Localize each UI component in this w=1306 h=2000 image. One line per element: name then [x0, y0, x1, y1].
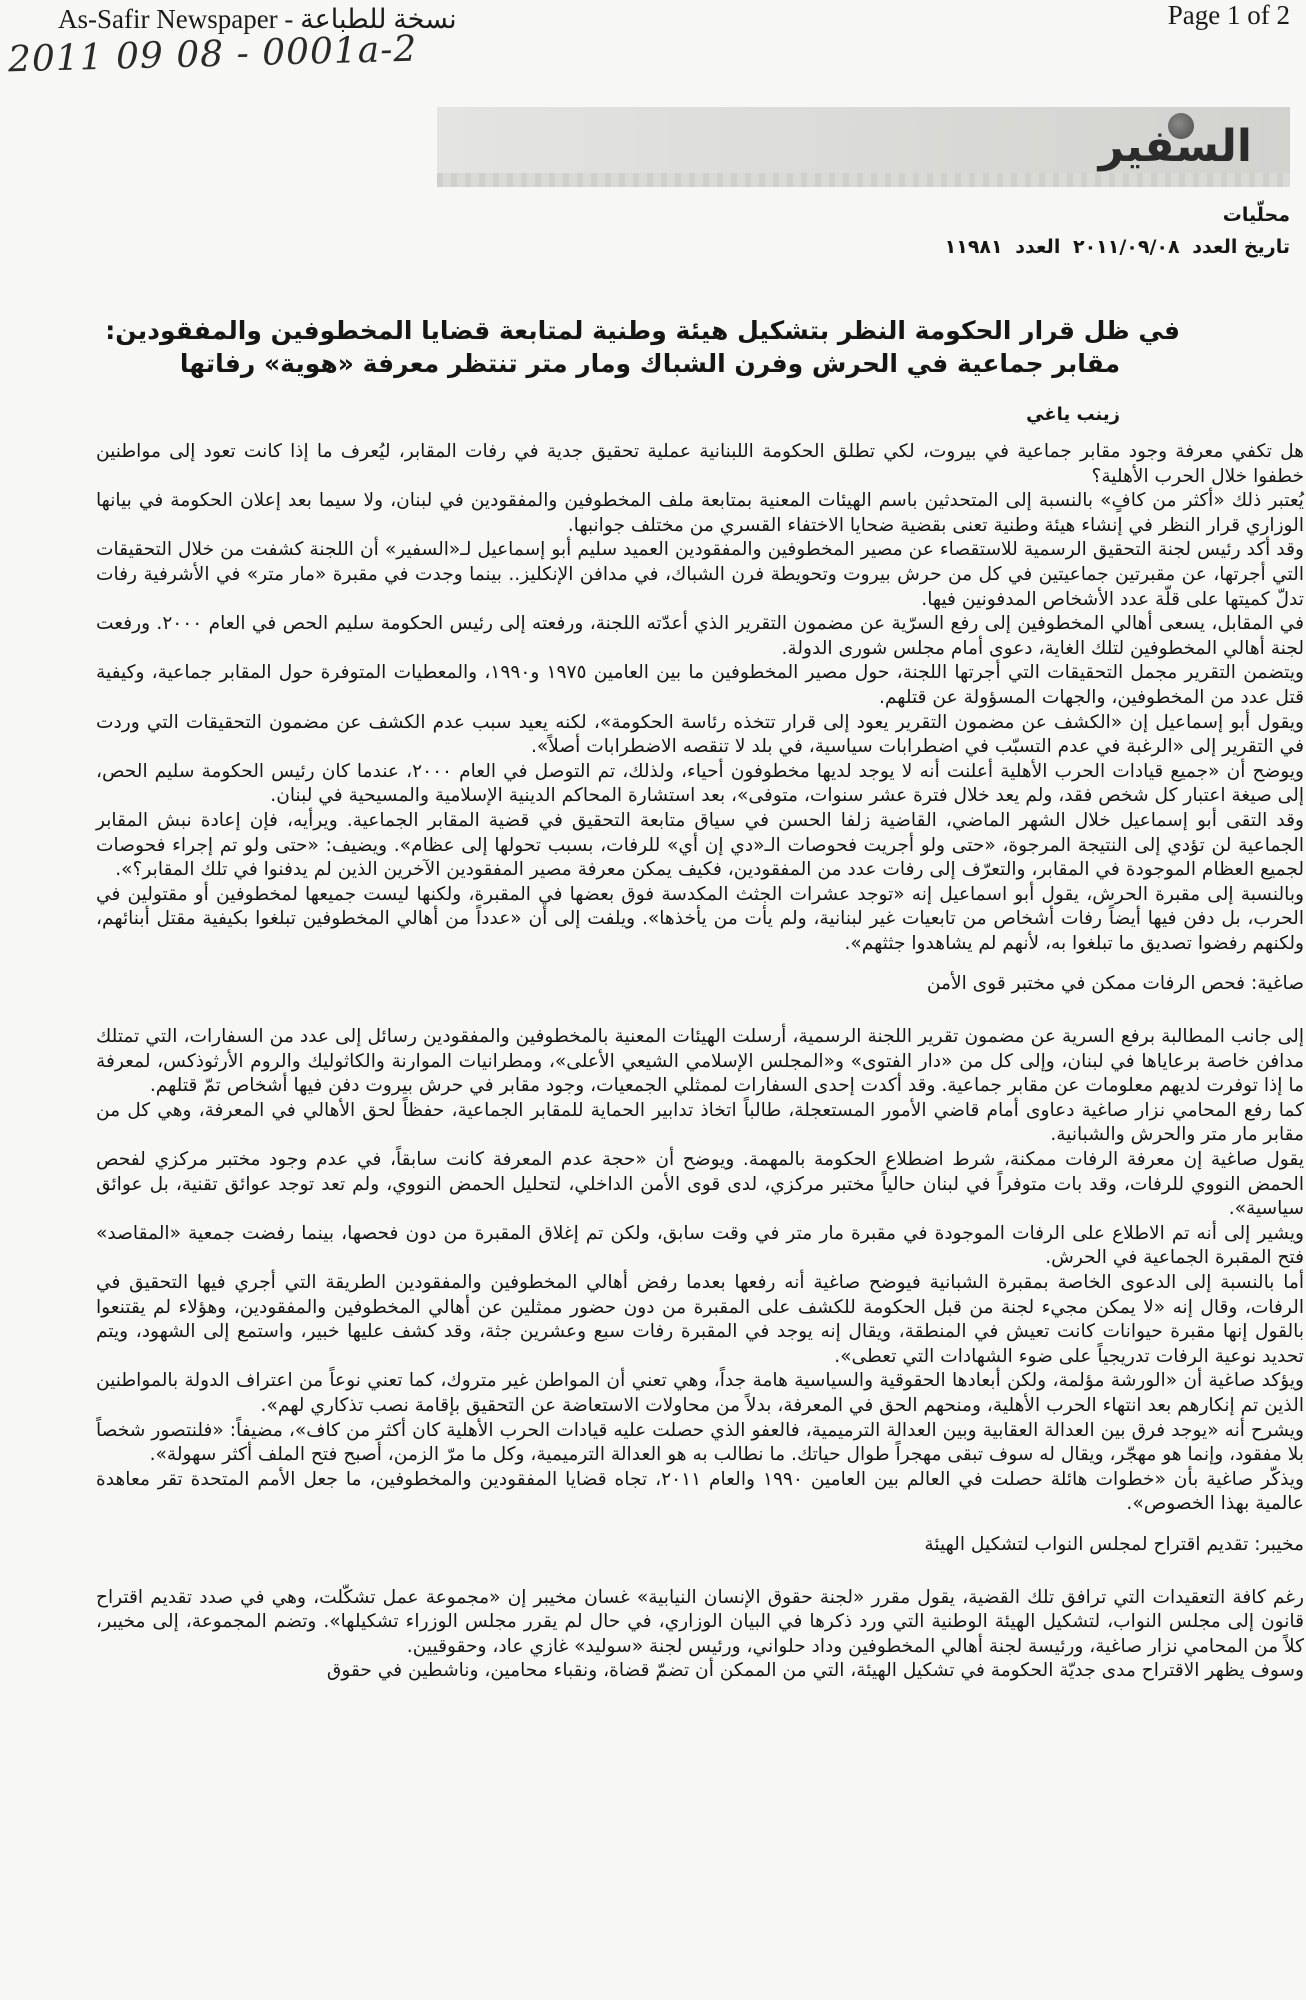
- paragraph: ويشير إلى أنه تم الاطلاع على الرفات الموجودة في مقبرة مار متر في وقت سابق، ولكن تم إغلاق المقبرة من دون فحصها، بينما رفضت جمعية «المقاصد» فتح المقبرة الجماعية في الحرش.: [96, 1222, 1304, 1269]
- paragraph: وقد التقى أبو إسماعيل خلال الشهر الماضي، القاضية زلفا الحسن في سياق متابعة التحقيق في قضية المقابر الجماعية. ويرأيه، فإن إعادة نبش المقابر الجماعية لن تؤدي إلى النتيجة المرجوة، «حتى ولو أجريت فحوصات الـ«دي إن أي» للرفات، بسبب تحولها إلى عظام». ويضيف: «حتى ولو تم إجراء فحوصات لجميع العظام الموجودة في المقابر، والتعرّف إلى رفات عدد من المفقودين، فكيف يمكن معرفة مصير المفقودين الآخرين الذين لم يدفنوا في تلك المقابر؟».: [96, 809, 1304, 881]
- paragraph: هل تكفي معرفة وجود مقابر جماعية في بيروت، لكي تطلق الحكومة اللبنانية عملية تحقيق جدية في رفات المقابر، ليُعرف ما إذا كانت تعود إلى مواطنين خطفوا خلال الحرب الأهلية؟: [96, 441, 1304, 487]
- subheading: مخيبر: تقديم اقتراح لمجلس النواب لتشكيل الهيئة: [924, 1533, 1304, 1555]
- newspaper-masthead: [437, 107, 1290, 187]
- issue-number: ١١٩٨١: [944, 236, 1003, 258]
- paragraph: في المقابل، يسعى أهالي المخطوفين إلى رفع السرّية عن مضمون التقرير الذي أعدّته اللجنة، ورفعته إلى رئيس الحكومة سليم الحص في العام ٢٠٠٠. ورفعت لجنة أهالي المخطوفين لتلك الغاية، دعوى أمام مجلس شورى الدولة.: [96, 613, 1304, 659]
- headline-line-1: في ظل قرار الحكومة النظر بتشكيل هيئة وطنية لمتابعة قضايا المخطوفين والمفقودين:: [105, 316, 1180, 345]
- paragraph: رغم كافة التعقيدات التي ترافق تلك القضية، يقول مقرر «لجنة حقوق الإنسان النيابية» غسان مخيبر إن «مجموعة عمل تشكّلت، وهي في صدد تقديم اقتراح قانون إلى مجلس النواب، لتشكيل الهيئة الوطنية التي ورد ذكرها في البيان الوزاري، في حال لم يقرر مجلس الوزراء تشكيلها». وتضم المجموعة، إلى مخيبر، كلاً من المحامي نزار صاغية، ورئيسة لجنة أهالي المخطوفين وداد حلواني، ورئيس لجنة «سوليد» غازي عاد، وحقوقيين.: [96, 1586, 1304, 1657]
- paragraph: يُعتبر ذلك «أكثر من كافٍ» بالنسبة إلى المتحدثين باسم الهيئات المعنية بمتابعة ملف المخطوفين والمفقودين في لبنان، ولا سيما بعد إعلان الحكومة في بيانها الوزاري قرار النظر في إنشاء هيئة وطنية تعنى بقضية ضحايا الاختفاء القسري من مختلف جوانبها.: [96, 490, 1304, 536]
- paragraph: وبالنسبة إلى مقبرة الحرش، يقول أبو اسماعيل إنه «توجد عشرات الجثث المكدسة فوق بعضها في المقبرة، ولكنها ليست جميعها لمخطوفين أو مقتولين في الحرب، بل دفن فيها أيضاً رفات أشخاص من تابعيات غير لبنانية، ولم يأت من يأخذها». ويلفت إلى أن «عدداً من أهالي المخطوفين تبلغوا بكيفية مقتل أبنائهم، ولكنهم رفضوا تصديق ما تبلغوا به، لأنهم لم يشاهدوا جثثهم».: [96, 883, 1304, 954]
- article-body: [96, 440, 1304, 1684]
- page-number: Page 1 of 2: [1167, 0, 1290, 30]
- paragraph: ويتضمن التقرير مجمل التحقيقات التي أجرتها اللجنة، حول مصير المخطوفين ما بين العامين ١٩٧٥ و١٩٩٠، والمعطيات المتوفرة حول المقابر جماعية، وكيفية قتل عدد من المخطوفين، والجهات المسؤولة عن قتلهم.: [96, 662, 1304, 708]
- issue-date: ٢٠١١/٠٩/٠٨: [1072, 236, 1180, 258]
- headline-line-2: مقابر جماعية في الحرش وفرن الشباك ومار متر تنتظر معرفة «هوية» رفاتها: [179, 349, 1121, 378]
- paragraph: يقول صاغية إن معرفة الرفات ممكنة، شرط اضطلاع الحكومة بالمهمة. ويوضح أن «حجة عدم المعرفة كانت سابقاً، في عدم وجود مختبر مركزي لفحص الحمض النووي للرفات، وقد بات متوفراً في لبنان حالياً مختبر مركزي، لدى قوى الأمن الداخلي، لتحليل الحمض النووي، ولم تعد توجد عوائق تقنية، بل عوائق سياسية».: [96, 1149, 1304, 1220]
- subheading: صاغية: فحص الرفات ممكن في مختبر قوى الأمن: [926, 973, 1304, 995]
- article-headline: [105, 314, 1180, 380]
- paragraph: كما رفع المحامي نزار صاغية دعاوى أمام قاضي الأمور المستعجلة، طالباً اتخاذ تدابير الحماية للمقابر الجماعية، حفظاً لحق الأهالي في المعرفة، وهي كل من مقابر مار متر والحرش والشبانية.: [96, 1099, 1304, 1146]
- byline: زينب ياغي: [1026, 404, 1120, 425]
- paragraph: وسوف يظهر الاقتراح مدى جديّة الحكومة في تشكيل الهيئة، التي من الممكن أن تضمّ قضاة، ونقباء محامين، وناشطين في حقوق: [326, 1660, 1304, 1682]
- paragraph: وقد أكد رئيس لجنة التحقيق الرسمية للاستقصاء عن مصير المخطوفين والمفقودين العميد سليم أبو إسماعيل لـ«السفير» أن اللجنة كشفت من خلال التحقيقات التي أجرتها، عن مقبرتين جماعيتين في كل من حرش بيروت وتحويطة فرن الشباك، في مدافن الإنكليز.. بينما وجدت في مقبرة «مار متر» في الأشرفية رفات تدلّ كميتها على قلّة عدد الأشخاص المدفونين فيها.: [96, 539, 1304, 610]
- paragraph: ويذكّر صاغية بأن «خطوات هائلة حصلت في العالم بين العامين ١٩٩٠ والعام ٢٠١١، تجاه قضايا المفقودين والمخطوفين، ما جعل الأمم المتحدة تقر معاهدة عالمية بهذا الخصوص».: [96, 1468, 1305, 1515]
- page-header: [0, 0, 1306, 80]
- paragraph: أما بالنسبة إلى الدعوى الخاصة بمقبرة الشبانية فيوضح صاغية أنه رفعها بعدما رفض أهالي المخطوفين والمفقودين الطريقة التي أجري فيها التحقيق في الرفات، وقال إنه «لا يمكن مجيء لجنة من قبل الحكومة للكشف على المقبرة من دون حضور ممثلين عن أهالي المخطوفين والمفقودين، وهؤلاء لم يقتنعوا بالقول إنها مقبرة حيوانات كانت تعيش في المنطقة، ويقال إنه يوجد في المقبرة رفات سبع وعشرين جثة، وقد كشف عليها خبير، واستمع إلى الشهود، ويتم تحديد نوعية الرفات تدريجياً على ضوء الشهادات التي تعطى».: [96, 1272, 1304, 1367]
- paragraph: ويقول أبو إسماعيل إن «الكشف عن مضمون التقرير يعود إلى قرار تتخذه رئاسة الحكومة»، لكنه يعيد سبب عدم الكشف عن مضمون التحقيقات التي وردت في التقرير إلى «الرغبة في عدم التسبّب في اضطرابات سياسية، في بلد لا تنقصه الاضطرابات أصلاً».: [96, 711, 1304, 758]
- handwritten-reference: 2011 09 08 - 0001a-2: [7, 28, 418, 81]
- section-label: محلّيات: [1222, 204, 1290, 226]
- paragraph: إلى جانب المطالبة برفع السرية عن مضمون تقرير اللجنة الرسمية، أرسلت الهيئات المعنية بالمخطوفين والمفقودين رسائل إلى عدد من السفارات، التي تمتلك مدافن خاصة برعاياها في لبنان، وإلى كل من «دار الفتوى» و«المجلس الإسلامي الشيعي الأعلى»، ومطرانيات الموارنة والكاثوليك والروم الأرثوذكس، لمعرفة ما إذا توفرت لديهم معلومات عن مقابر جماعية. وقد أكدت إحدى السفارات لممثلي الجمعيات، وجود مقابر في حرش بيروت دفن فيها أشخاص تمّ قتلهم.: [96, 1026, 1304, 1097]
- paragraph: ويوضح أن «جميع قيادات الحرب الأهلية أعلنت أنه لا يوجد لديها مخطوفون أحياء، ولذلك، تم التوصل في العام ٢٠٠٠، عندما كان رئيس الحكومة سليم الحص، إلى صيغة اعتبار كل شخص فقد، ولم يعد خلال فترة عشر سنوات، متوفى»، بعد استشارة المحاكم الدينية الإسلامية والمسيحية في لبنان.: [96, 760, 1304, 807]
- paragraph: ويؤكد صاغية أن «الورشة مؤلمة، ولكن أبعادها الحقوقية والسياسية هامة جداً، وهي تعني أن المواطن غير متروك، كما تعني نوعاً من اعتراف الدولة بالمواطنين الذين تم إنكارهم بعد انتهاء الحرب الأهلية، ومنحهم الحق في المعرفة، بدلاً من محاولات الاستعاضة عن التحقيق بإقامة نصب تذكاري لهم».: [96, 1370, 1304, 1416]
- masthead-stripe: [437, 173, 1290, 187]
- source-header: As-Safir Newspaper - نسخة للطباعة: [58, 4, 457, 34]
- issue-meta: [590, 200, 1290, 262]
- paragraph: ويشرح أنه «يوجد فرق بين العدالة العقابية وبين العدالة الترميمية، فالعفو الذي حصلت عليه قيادات الحرب الأهلية كان أكثر من كاف»، مضيفاً: «فلنتصور شخصاً بلا مفقود، وإنما هو مهجّر، ويقال له سوف تبقى مهجراً طوال حياتك. ما نطالب به هو العدالة الترميمية، وكل ما مرّ الزمن، أصبح فتح الملف أكثر سهولة».: [96, 1419, 1304, 1466]
- issue-line: [590, 232, 1290, 262]
- newspaper-logo: السفير: [1098, 121, 1252, 172]
- issue-label: العدد: [1015, 236, 1061, 258]
- date-label: تاريخ العدد: [1192, 236, 1290, 258]
